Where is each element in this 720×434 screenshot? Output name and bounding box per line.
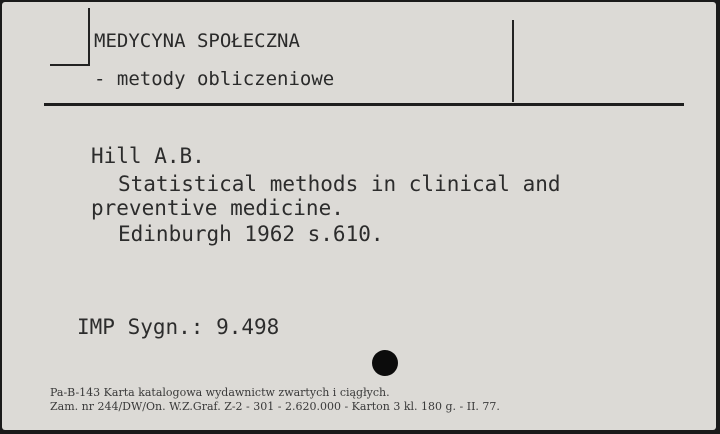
subject-heading: MEDYCYNA SPOŁECZNA xyxy=(94,30,300,52)
subject-bracket-horizontal xyxy=(50,64,89,66)
header-divider xyxy=(512,20,514,102)
call-number: IMP Sygn.: 9.498 xyxy=(77,315,280,339)
subject-subheading: - metody obliczeniowe xyxy=(94,68,335,90)
footer-line-2: Zam. nr 244/DW/On. W.Z.Graf. Z-2 - 301 - 2.620.000 - Karton 3 kl. 180 g. - II. 77. xyxy=(50,400,500,413)
title-line-2: preventive medicine. xyxy=(91,196,344,220)
header-rule xyxy=(44,103,684,106)
imprint: Edinburgh 1962 s.610. xyxy=(118,222,384,246)
title-line-1: Statistical methods in clinical and xyxy=(118,172,561,196)
footer-line-1: Pa-B-143 Karta katalogowa wydawnictw zwartych i ciągłych. xyxy=(50,386,390,399)
author: Hill A.B. xyxy=(91,144,205,168)
subject-bracket-vertical xyxy=(88,8,90,66)
punch-hole xyxy=(372,350,398,376)
catalog-card xyxy=(2,2,716,430)
